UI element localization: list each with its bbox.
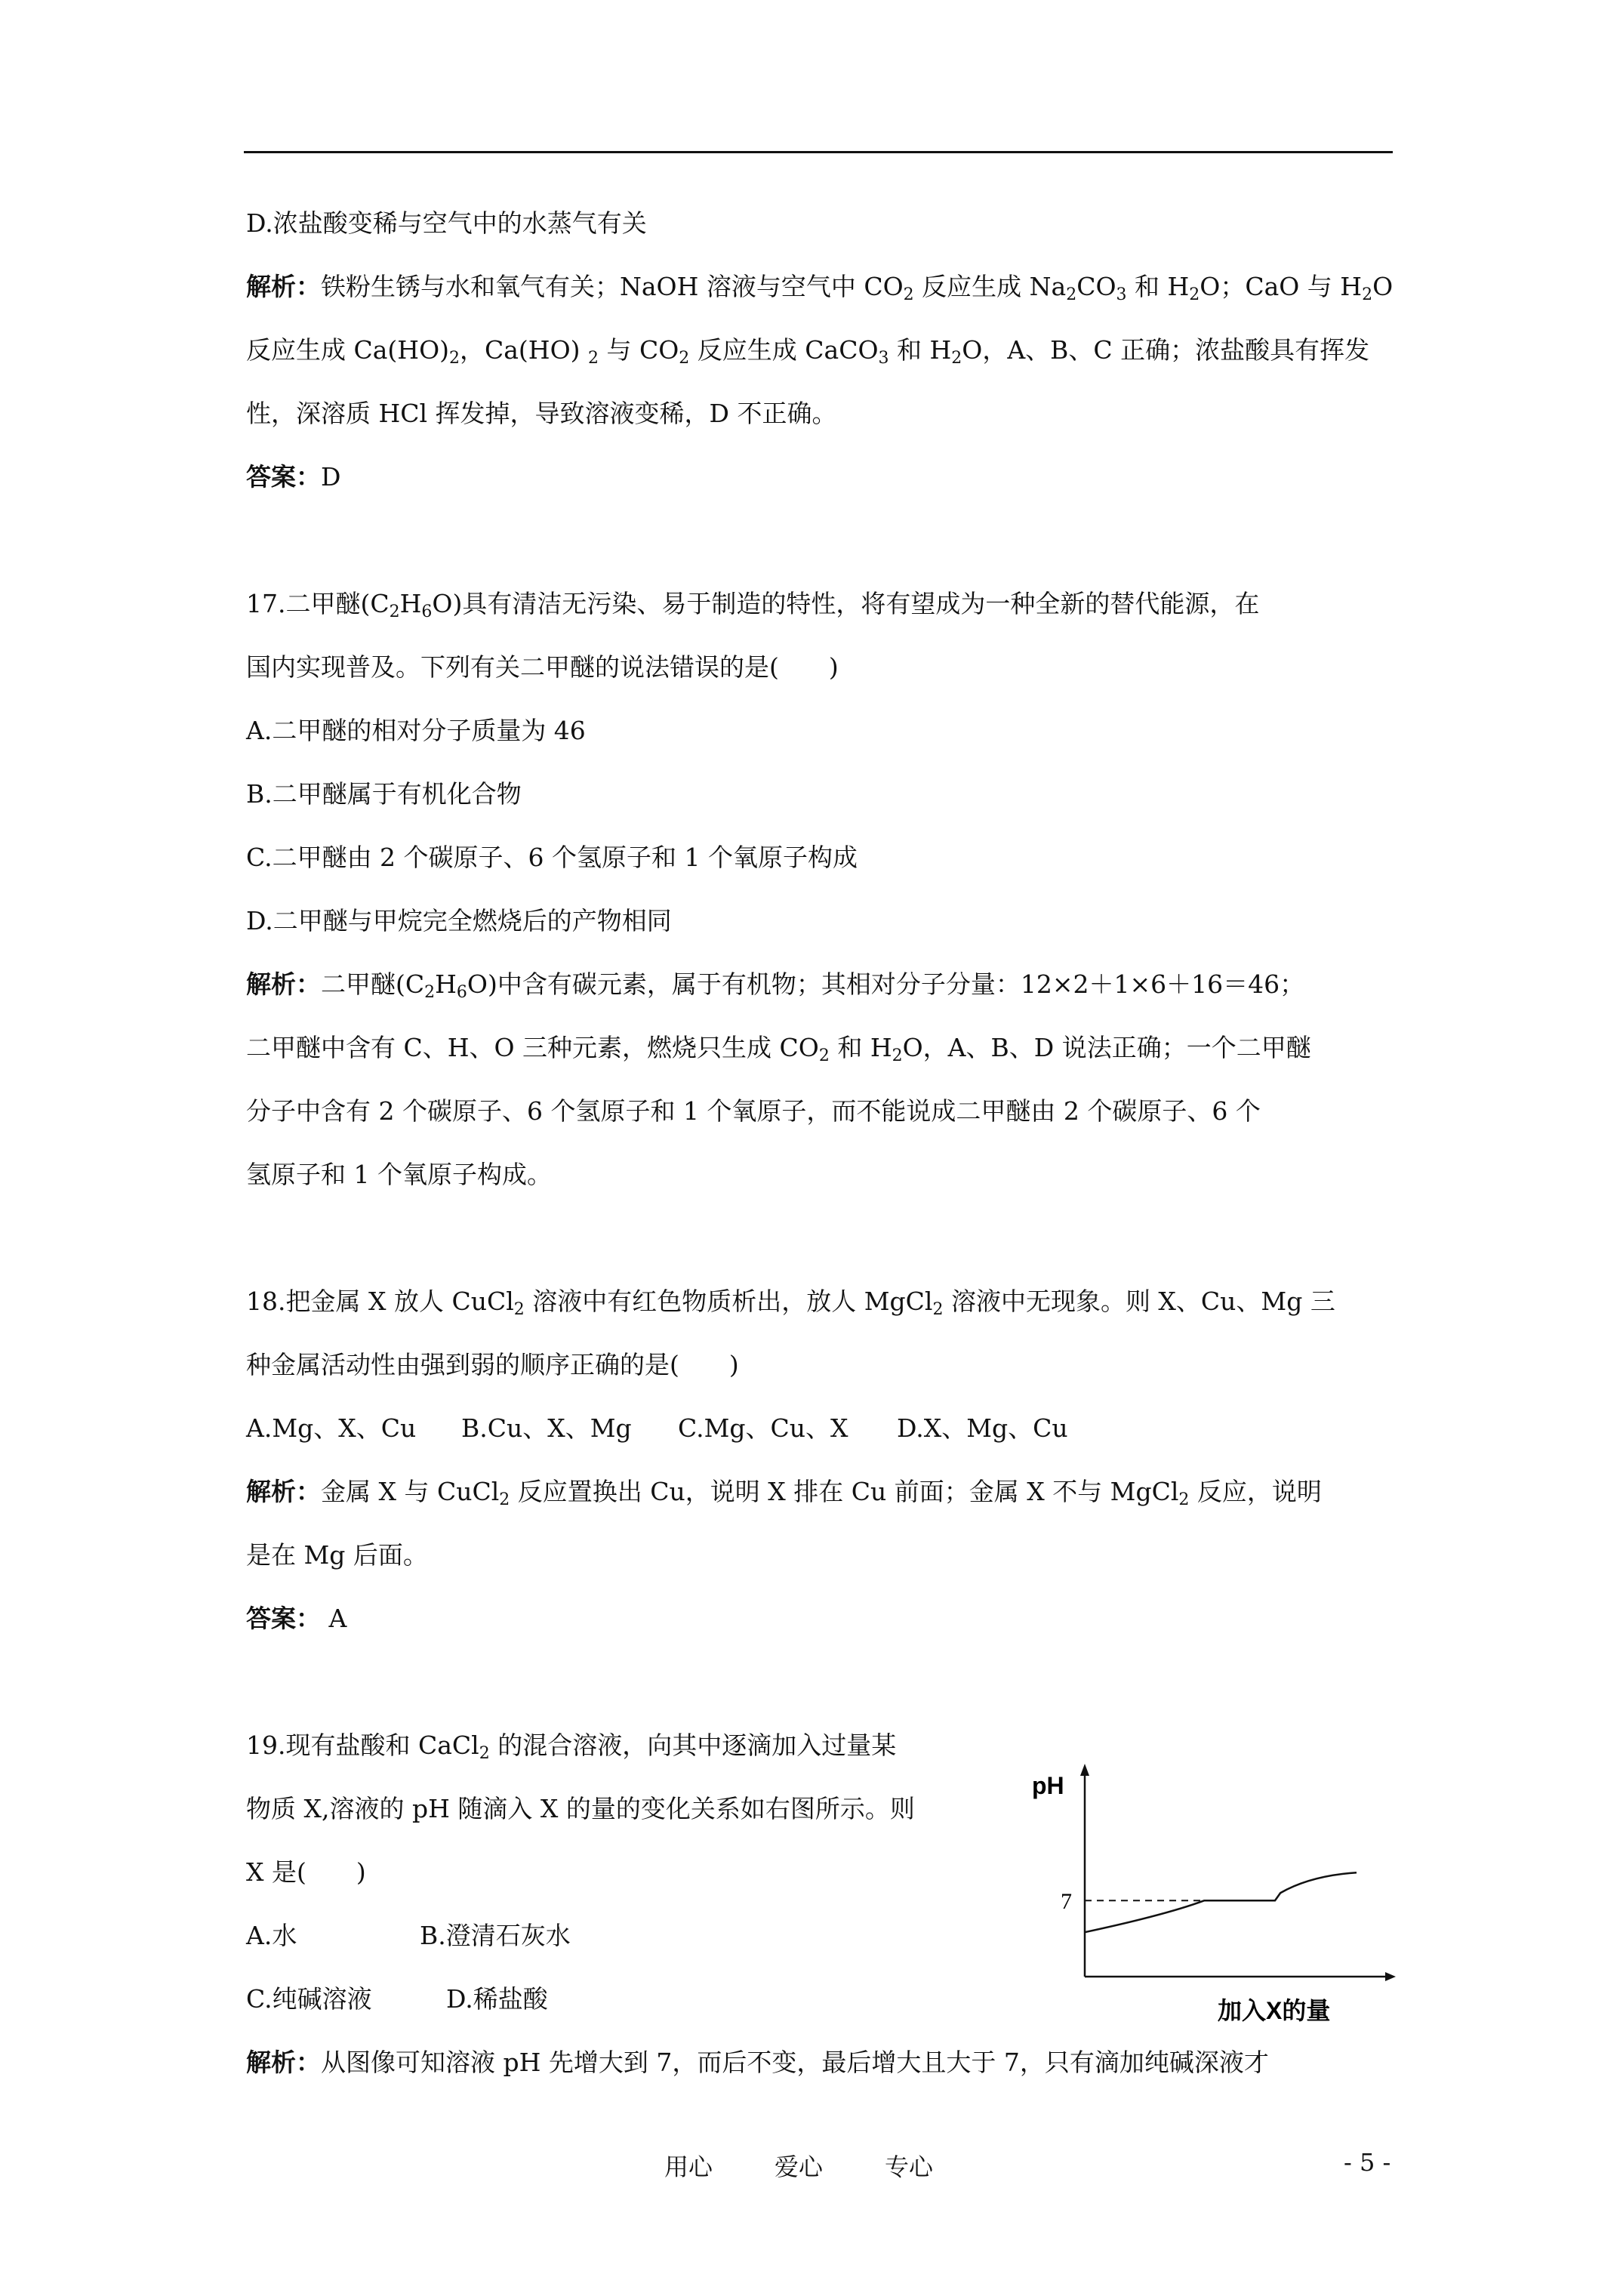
q17-analysis-text: 二甲醚$(C_2H_6O)$中含有碳元素，属于有机物；其相对分子分量：12×2＋1×6＋16＝46； [321,969,1305,1002]
q19-stem-3: X 是( ) [246,1857,366,1887]
q17-analysis-line [246,953,1394,1016]
q19-option-c: C.纯碱溶液 [246,1984,372,2014]
q18-answer [246,1587,1394,1650]
q18-option-b: B.Cu、X、Mg [461,1413,632,1443]
analysis-label: 解析： [246,2048,321,2077]
q17-stem-2: 国内实现普及。下列有关二甲醚的说法错误的是( ) [246,652,839,682]
q18-options [246,1397,1394,1460]
q19-stem: 19.现有盐酸和 CaCl$_2$ 的混合溶液，向其中逐滴加入过量某 [246,1730,897,1763]
y-axis-label: pH [1032,1772,1064,1799]
q18-option-a: A.Mg、X、Cu [246,1413,417,1443]
q18-option-c: C.Mg、Cu、X [678,1413,848,1443]
q17-option-a: A.二甲醚的相对分子质量为 46 [246,716,586,745]
ph-curve [1085,1872,1357,1932]
q17-analysis-line-4: 氢原子和 1 个氧原子构成。 [246,1160,552,1189]
q19-option-b: B.澄清石灰水 [420,1921,571,1950]
q17-option-d: D.二甲醚与甲烷完全燃烧后的产物相同 [246,906,672,935]
q18-analysis-text: 金属 X 与 CuCl$_2$ 反应置换出 Cu，说明 X 排在 Cu 前面；金属 X 不与 MgCl$_2$ 反应，说明 [321,1477,1322,1509]
x-axis-label: 加入X的量 [1218,1997,1331,2024]
page-number: - 5 - [1344,2148,1391,2177]
q18-option-d: D.X、Mg、Cu [897,1413,1068,1443]
q18-analysis-line-2: 是在 Mg 后面。 [246,1540,428,1570]
analysis-label: 解析： [246,272,321,301]
answer-label: 答案： [246,1604,321,1633]
q16-analysis-line-2: 反应生成 $Ca(HO)_2$，Ca(HO) $_2$ 与 $CO_2$ 反应生成 CaCO$_3$ 和 $H_2O$，A、B、C 正确；浓盐酸具有挥发 [246,335,1370,368]
motto-word-3: 专心 [885,2153,934,2181]
q18-stem: 18.把金属 X 放人 CuCl$_2$ 溶液中有红色物质析出，放人 MgCl$_2$ 溶液中无现象。则 X、Cu、Mg 三 [246,1287,1335,1319]
y-axis-arrow [1080,1764,1089,1776]
header-rule [244,151,1393,153]
footer-motto [664,2148,995,2183]
x-axis-arrow [1385,1972,1396,1981]
q19-option-a: A.水 [246,1921,297,1950]
q19-analysis-text: 从图像可知溶液 pH 先增大到 7，而后不变，最后增大且大于 7，只有滴加纯碱深液才 [321,2048,1269,2077]
q16-analysis-line-3: 性，深溶质 HCl 挥发掉，导致溶液变稀，D 不正确。 [246,399,837,428]
q18-analysis-line [246,1460,1394,1524]
q18-stem-2: 种金属活动性由强到弱的顺序正确的是( ) [246,1350,739,1379]
answer-value: A [321,1604,347,1633]
ph-chart [1023,1759,1400,2031]
q17-stem: 17.二甲醚$(C_2H_6O)$具有清洁无污染、易于制造的特性，将有望成为一种全新的替代能源，在 [246,589,1260,621]
q17-analysis-line-3: 分子中含有 2 个碳原子、6 个氢原子和 1 个氧原子，而不能说成二甲醚由 2 个碳原子、6 个 [246,1096,1261,1126]
q16-analysis-line [246,255,1394,319]
q19-option-d: D.稀盐酸 [446,1984,548,2014]
motto-word-2: 爱心 [775,2153,824,2181]
y-tick-label-7: 7 [1061,1889,1072,1914]
analysis-label: 解析： [246,1477,321,1506]
answer-value: D [321,462,341,492]
answer-label: 答案： [246,462,321,492]
q19-stem-2: 物质 X,溶液的 pH 随滴入 X 的量的变化关系如右图所示。则 [246,1794,915,1823]
q16-answer [246,445,1394,509]
q17-option-c: C.二甲醚由 2 个碳原子、6 个氢原子和 1 个氧原子构成 [246,843,858,872]
motto-word-1: 用心 [664,2153,713,2181]
analysis-label: 解析： [246,969,321,999]
q19-analysis-line [246,2031,1394,2094]
q16-option-d: D.浓盐酸变稀与空气中的水蒸气有关 [246,208,647,238]
q17-option-b: B.二甲醚属于有机化合物 [246,779,522,809]
q17-analysis-line-2: 二甲醚中含有 C、H、O 三种元素，燃烧只生成 $CO_2$ 和 $H_2O$，A、B、D 说法正确；一个二甲醚 [246,1033,1311,1065]
q16-analysis-text: 铁粉生锈与水和氧气有关；NaOH 溶液与空气中 $CO_2$ 反应生成 $Na_2CO_3$ 和 $H_2O$；CaO 与 $H_2O$ [321,272,1394,304]
